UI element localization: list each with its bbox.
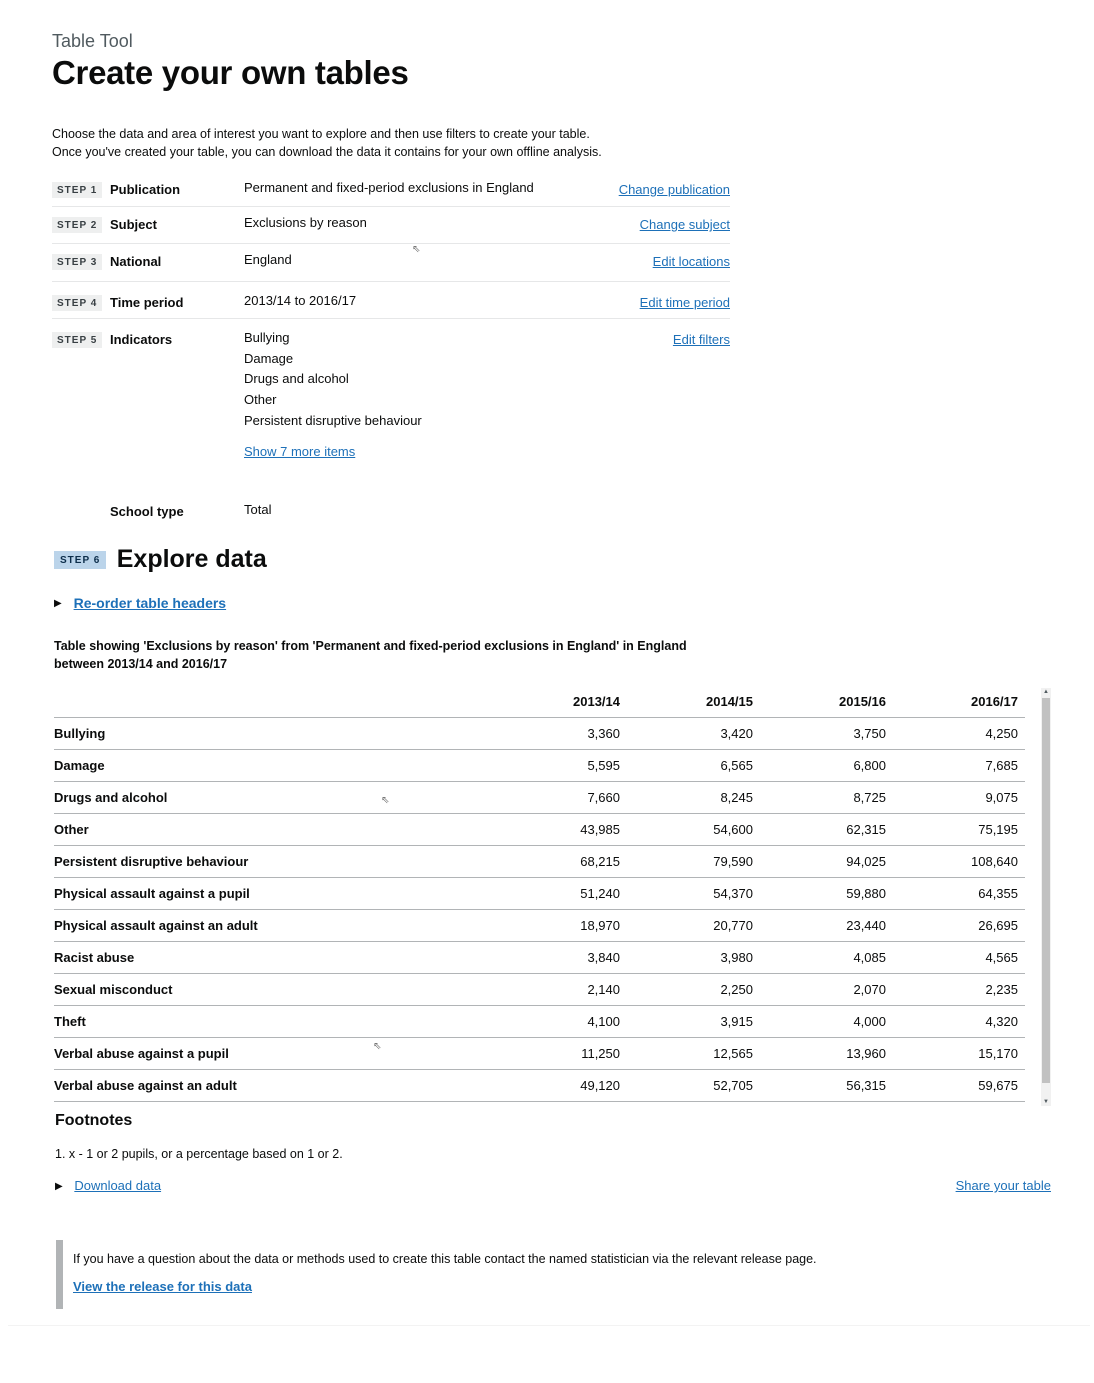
column-header: 2016/17 — [893, 686, 1025, 717]
intro-line-1: Choose the data and area of interest you want to explore and then use filters to create your table. — [52, 127, 590, 141]
table-row — [54, 877, 1025, 909]
row-header: Drugs and alcohol — [54, 781, 494, 813]
steps-summary — [52, 172, 730, 544]
edit-filters-link[interactable]: Edit filters — [672, 332, 730, 347]
table-cell: 59,675 — [893, 1069, 1025, 1101]
table-row — [54, 1069, 1025, 1101]
column-header: 2014/15 — [627, 686, 760, 717]
indicator-item: Damage — [244, 350, 294, 366]
table-cell: 54,370 — [627, 877, 760, 909]
step-4-value: 2013/14 to 2016/17 — [244, 293, 357, 308]
table-row — [54, 973, 1025, 1005]
table-cell: 2,235 — [893, 973, 1025, 1005]
step-2-tag: STEP 2 — [52, 217, 102, 233]
table-row — [54, 909, 1025, 941]
step-1-value: Permanent and fixed-period exclusions in England — [244, 180, 534, 195]
table-cell: 3,420 — [627, 717, 760, 749]
row-header: Other — [54, 813, 494, 845]
table-row — [54, 845, 1025, 877]
step-subject — [52, 207, 730, 244]
change-publication-link[interactable]: Change publication — [618, 182, 730, 197]
table-cell: 52,705 — [627, 1069, 760, 1101]
school-type-label: School type — [110, 504, 184, 519]
table-row — [54, 781, 1025, 813]
table-cell: 64,355 — [893, 877, 1025, 909]
row-header: Sexual misconduct — [54, 973, 494, 1005]
mouse-pointer-icon: ⇖ — [373, 1041, 382, 1052]
table-cell: 2,250 — [627, 973, 760, 1005]
row-header: Theft — [54, 1005, 494, 1037]
step-6-tag: STEP 6 — [54, 551, 106, 569]
table-cell: 20,770 — [627, 909, 760, 941]
reorder-headers-toggle[interactable] — [54, 595, 226, 611]
table-cell: 4,565 — [893, 941, 1025, 973]
table-cell: 3,980 — [627, 941, 760, 973]
step-publication — [52, 172, 730, 207]
indicator-item: Other — [244, 392, 277, 408]
table-row — [54, 717, 1025, 749]
page-caption: Table Tool — [52, 31, 133, 51]
step-2-value: Exclusions by reason — [244, 215, 367, 230]
step-3-value: England — [244, 252, 292, 267]
table-cell: 12,565 — [627, 1037, 760, 1069]
column-header: 2013/14 — [494, 686, 627, 717]
triangle-right-icon: ▶ — [54, 598, 62, 609]
table-cell: 18,970 — [494, 909, 627, 941]
table-cell: 7,685 — [893, 749, 1025, 781]
step-1-label: Publication — [110, 182, 181, 197]
edit-locations-link[interactable]: Edit locations — [652, 254, 730, 269]
table-cell: 23,440 — [760, 909, 893, 941]
table-cell: 4,085 — [760, 941, 893, 973]
table-row — [54, 813, 1025, 845]
table-cell: 51,240 — [494, 877, 627, 909]
indicator-item: Bullying — [244, 330, 290, 345]
table-cell: 6,800 — [760, 749, 893, 781]
table-cell: 26,695 — [893, 909, 1025, 941]
table-row — [54, 1005, 1025, 1037]
table-header-row — [54, 686, 1025, 717]
table-row — [54, 749, 1025, 781]
table-scrollbar[interactable] — [1041, 688, 1051, 1106]
table-caption — [54, 638, 694, 673]
table-cell: 7,660 — [494, 781, 627, 813]
change-subject-link[interactable]: Change subject — [639, 217, 730, 232]
column-header: 2015/16 — [760, 686, 893, 717]
table-cell: 5,595 — [494, 749, 627, 781]
intro-text — [52, 125, 692, 161]
step-5-tag: STEP 5 — [52, 332, 102, 348]
mouse-pointer-icon: ⇖ — [381, 795, 390, 806]
table-cell: 3,840 — [494, 941, 627, 973]
step-1-tag: STEP 1 — [52, 182, 102, 198]
table-cell: 43,985 — [494, 813, 627, 845]
row-header: Bullying — [54, 717, 494, 749]
indicator-item: Drugs and alcohol — [244, 371, 349, 387]
indicator-item: Persistent disruptive behaviour — [244, 412, 422, 428]
table-cell: 9,075 — [893, 781, 1025, 813]
indicator-list — [244, 328, 422, 462]
table-cell: 4,000 — [760, 1005, 893, 1037]
step-school-type — [52, 504, 730, 544]
mouse-pointer-icon: ⇖ — [412, 244, 421, 255]
explore-data-title: Explore data — [116, 545, 267, 573]
table-cell: 8,245 — [627, 781, 760, 813]
data-table — [54, 686, 1025, 1102]
table-cell: 94,025 — [760, 845, 893, 877]
table-cell: 3,915 — [627, 1005, 760, 1037]
page-bottom-divider — [8, 1325, 1090, 1326]
table-row — [54, 1037, 1025, 1069]
step-3-tag: STEP 3 — [52, 254, 102, 270]
footnote-item: 1. x - 1 or 2 pupils, or a percentage based on 1 or 2. — [55, 1147, 343, 1161]
table-cell: 2,140 — [494, 973, 627, 1005]
download-data-link[interactable]: Download data — [74, 1178, 162, 1193]
table-cell: 4,320 — [893, 1005, 1025, 1037]
row-header: Physical assault against an adult — [54, 909, 494, 941]
table-cell: 3,360 — [494, 717, 627, 749]
table-cell: 13,960 — [760, 1037, 893, 1069]
table-row — [54, 941, 1025, 973]
step-4-tag: STEP 4 — [52, 295, 102, 311]
step-national — [52, 244, 730, 282]
table-cell: 79,590 — [627, 845, 760, 877]
table-cell: 15,170 — [893, 1037, 1025, 1069]
data-table-container[interactable] — [54, 686, 1051, 1110]
step-3-label: National — [110, 254, 162, 269]
table-cell: 2,070 — [760, 973, 893, 1005]
table-cell: 108,640 — [893, 845, 1025, 877]
edit-time-period-link[interactable]: Edit time period — [639, 295, 730, 310]
table-cell: 75,195 — [893, 813, 1025, 845]
table-cell: 68,215 — [494, 845, 627, 877]
row-header: Persistent disruptive behaviour — [54, 845, 494, 877]
step-4-label: Time period — [110, 295, 184, 310]
download-data-toggle[interactable] — [55, 1178, 161, 1193]
inset-text — [56, 1240, 916, 1309]
table-cell: 8,725 — [760, 781, 893, 813]
table-cell: 54,600 — [627, 813, 760, 845]
table-cell: 62,315 — [760, 813, 893, 845]
share-table-link[interactable]: Share your table — [955, 1178, 1051, 1193]
row-header: Damage — [54, 749, 494, 781]
table-cell: 3,750 — [760, 717, 893, 749]
view-release-link[interactable]: View the release for this data — [73, 1279, 252, 1294]
table-cell: 59,880 — [760, 877, 893, 909]
show-more-items-link[interactable]: Show 7 more items — [244, 443, 356, 459]
scroll-up-icon[interactable]: ▲ — [1043, 689, 1049, 695]
reorder-headers-link[interactable]: Re-order table headers — [73, 595, 227, 611]
step-2-label: Subject — [110, 217, 157, 232]
table-cell: 6,565 — [627, 749, 760, 781]
step-indicators — [52, 319, 730, 504]
table-cell: 56,315 — [760, 1069, 893, 1101]
page-title: Create your own tables — [52, 54, 409, 91]
table-cell: 4,100 — [494, 1005, 627, 1037]
row-header: Racist abuse — [54, 941, 494, 973]
triangle-right-icon: ▶ — [55, 1181, 63, 1192]
table-cell: 11,250 — [494, 1037, 627, 1069]
row-header: Verbal abuse against a pupil — [54, 1037, 494, 1069]
inset-question: If you have a question about the data or methods used to create this table contact the named statistician via the relevant release page. — [73, 1252, 817, 1266]
table-cell: 49,120 — [494, 1069, 627, 1101]
table-caption-line-1: Table showing 'Exclusions by reason' from 'Permanent and fixed-period exclusions in England' in England — [54, 639, 687, 653]
table-cell: 4,250 — [893, 717, 1025, 749]
step-5-label: Indicators — [110, 332, 173, 347]
school-type-value: Total — [244, 502, 272, 517]
corner-header — [54, 686, 494, 717]
scrollbar-thumb[interactable] — [1042, 698, 1050, 1083]
footnotes-heading: Footnotes — [55, 1112, 133, 1129]
step-time-period — [52, 282, 730, 319]
row-header: Physical assault against a pupil — [54, 877, 494, 909]
scroll-down-icon[interactable]: ▼ — [1043, 1099, 1049, 1105]
intro-line-2: Once you've created your table, you can download the data it contains for your own offline analysis. — [52, 145, 602, 159]
table-body — [54, 717, 1025, 1101]
row-header: Verbal abuse against an adult — [54, 1069, 494, 1101]
explore-heading — [54, 545, 267, 574]
table-caption-line-2: between 2013/14 and 2016/17 — [54, 656, 228, 671]
